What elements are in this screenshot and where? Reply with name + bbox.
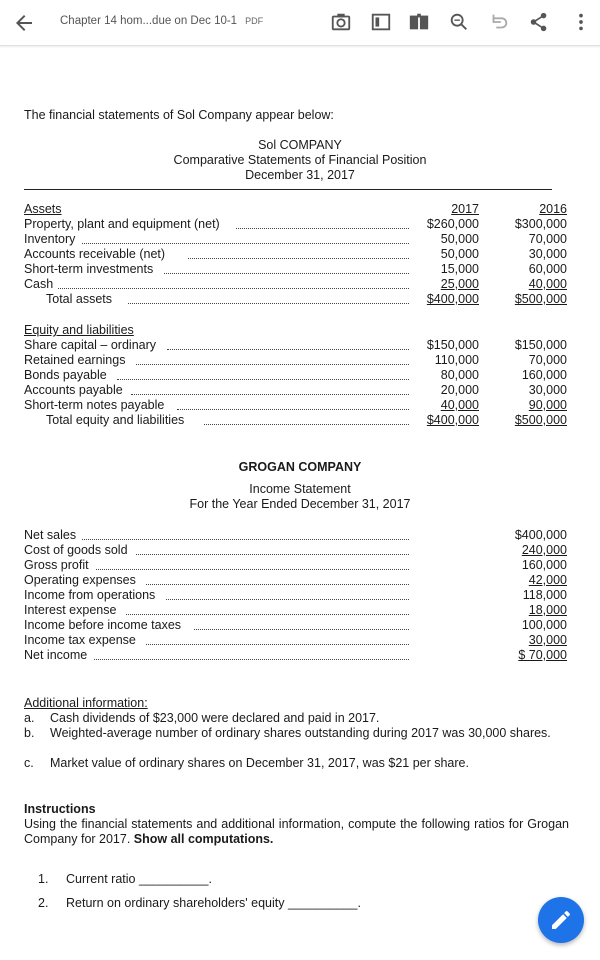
item-key: b. (24, 726, 35, 740)
table-row (24, 573, 569, 588)
value-2017: 80,000 (440, 368, 479, 382)
income-company: GROGAN COMPANY (238, 460, 362, 474)
value-2016: $300,000 (514, 217, 567, 231)
row-label: Cost of goods sold (24, 543, 128, 557)
value-2016: 90,000 (528, 398, 567, 412)
share-icon[interactable] (528, 11, 550, 33)
leader-dots (136, 353, 409, 365)
table-row (24, 398, 569, 413)
value-2016: 160,000 (521, 368, 567, 382)
leader-dots (164, 262, 409, 274)
equity-header: Equity and liabilities (24, 323, 134, 337)
row-label: Retained earnings (24, 353, 126, 367)
value-2016: 70,000 (528, 232, 567, 246)
row-label: Net sales (24, 528, 77, 542)
item-text: Market value of ordinary shares on December 31, 2017, was $21 per share. (50, 756, 469, 770)
question-number: 1. (38, 872, 49, 886)
leader-dots (58, 277, 409, 289)
value-2016: 60,000 (528, 262, 567, 276)
income-value: $ 70,000 (518, 648, 567, 662)
leader-dots (82, 528, 409, 540)
value-2017: 15,000 (440, 262, 479, 276)
table-row (24, 633, 569, 648)
edit-fab-button[interactable] (538, 897, 584, 943)
row-label: Share capital – ordinary (24, 338, 157, 352)
table-row (24, 232, 569, 247)
table-row (24, 247, 569, 262)
leader-dots (166, 588, 409, 600)
leader-dots (146, 573, 409, 585)
row-label: Total equity and liabilities (46, 413, 185, 427)
table-row-total (24, 648, 569, 663)
item-text: Weighted-average number of ordinary shares outstanding during 2017 was 30,000 shares. (50, 726, 551, 740)
instructions-header: Instructions (24, 802, 96, 816)
assets-header-row (24, 202, 569, 217)
row-label: Net income (24, 648, 88, 662)
row-label: Operating expenses (24, 573, 136, 587)
value-2016: 30,000 (528, 383, 567, 397)
table-row (24, 338, 569, 353)
row-label: Inventory (24, 232, 76, 246)
value-2016: $500,000 (514, 413, 567, 427)
leader-dots (146, 633, 409, 645)
table-row (24, 588, 569, 603)
leader-dots (82, 232, 409, 244)
document-title: Chapter 14 hom...due on Dec 10-1 PDF (60, 15, 264, 27)
row-label: Property, plant and equipment (net) (24, 217, 220, 231)
sfp-company: Sol COMPANY (258, 138, 342, 152)
value-2017: 25,000 (440, 277, 479, 291)
value-2017: 20,000 (440, 383, 479, 397)
intro-text: The financial statements of Sol Company appear below: (24, 108, 334, 122)
more-icon[interactable] (570, 11, 592, 33)
table-row (24, 262, 569, 277)
value-2016: $150,000 (514, 338, 567, 352)
leader-dots (167, 338, 409, 350)
row-label: Accounts payable (24, 383, 123, 397)
row-label: Income before income taxes (24, 618, 182, 632)
leader-dots (128, 292, 409, 304)
table-row (24, 543, 569, 558)
present-icon[interactable] (370, 11, 392, 33)
row-label: Income from operations (24, 588, 156, 602)
two-page-icon[interactable] (408, 11, 430, 33)
table-row (24, 277, 569, 292)
table-row-total (24, 292, 569, 307)
value-2017: 50,000 (440, 247, 479, 261)
file-type-label: PDF (245, 16, 264, 26)
leader-dots (131, 383, 409, 395)
row-label: Income tax expense (24, 633, 136, 647)
assets-header: Assets (24, 202, 62, 216)
pencil-icon (549, 908, 573, 932)
income-period: For the Year Ended December 31, 2017 (189, 497, 411, 511)
income-value: 118,000 (522, 588, 567, 602)
item-key: a. (24, 711, 35, 725)
leader-dots (204, 413, 409, 425)
income-title: Income Statement (249, 482, 351, 496)
income-value: 240,000 (521, 543, 567, 557)
question-number: 2. (38, 896, 49, 910)
sfp-date: December 31, 2017 (245, 168, 355, 182)
equity-header-row (24, 323, 569, 338)
table-row-total (24, 413, 569, 428)
row-label: Cash (24, 277, 54, 291)
income-value: 160,000 (521, 558, 567, 572)
answer-blank: __________. (287, 896, 361, 910)
leader-dots (194, 618, 409, 630)
header-rule (24, 189, 552, 190)
leader-dots (126, 603, 409, 615)
value-2017: 110,000 (434, 353, 479, 367)
row-label: Short-term notes payable (24, 398, 165, 412)
item-text: Cash dividends of $23,000 were declared and paid in 2017. (50, 711, 380, 725)
value-2017: 50,000 (440, 232, 479, 246)
sfp-title: Comparative Statements of Financial Position (173, 153, 427, 167)
table-row (24, 383, 569, 398)
row-label: Bonds payable (24, 368, 107, 382)
table-row (24, 353, 569, 368)
leader-dots (94, 648, 409, 660)
row-label: Short-term investments (24, 262, 154, 276)
leader-dots (177, 398, 409, 410)
leader-dots (188, 247, 409, 259)
income-value: 18,000 (528, 603, 567, 617)
row-label: Gross profit (24, 558, 89, 572)
value-2017: $150,000 (426, 338, 479, 352)
pdf-page (0, 46, 600, 960)
income-value: 30,000 (528, 633, 567, 647)
value-2017: $400,000 (426, 413, 479, 427)
additional-header: Additional information: (24, 696, 148, 710)
instructions-emphasis: Show all computations. (133, 832, 274, 846)
value-2017: $400,000 (426, 292, 479, 306)
col-2017: 2017 (451, 202, 479, 216)
search-icon[interactable] (448, 11, 470, 33)
table-row (24, 368, 569, 383)
row-label: Interest expense (24, 603, 117, 617)
undo-icon[interactable] (488, 11, 510, 33)
value-2016: 30,000 (528, 247, 567, 261)
leader-dots (117, 368, 409, 380)
question-text: Return on ordinary shareholders' equity __________. (66, 896, 361, 910)
value-2016: 70,000 (528, 353, 567, 367)
table-row (24, 603, 569, 618)
table-row (24, 528, 569, 543)
income-value: 42,000 (528, 573, 567, 587)
table-row (24, 217, 569, 232)
income-value: $400,000 (514, 528, 567, 542)
table-row (24, 558, 569, 573)
leader-dots (96, 558, 409, 570)
item-key: c. (24, 756, 34, 770)
answer-blank: __________. (138, 872, 212, 886)
value-2017: 40,000 (440, 398, 479, 412)
table-row (24, 618, 569, 633)
question-text: Current ratio __________. (66, 872, 212, 886)
col-2016: 2016 (539, 202, 567, 216)
leader-dots (236, 217, 409, 229)
instructions-text: Using the financial statements and additional information, compute the following ratios for Grogan Company for 2017. Show all computations. (24, 817, 569, 846)
value-2017: $260,000 (426, 217, 479, 231)
income-value: 100,000 (521, 618, 567, 632)
value-2016: $500,000 (514, 292, 567, 306)
value-2016: 40,000 (528, 277, 567, 291)
leader-dots (136, 543, 409, 555)
camera-icon[interactable] (330, 11, 352, 33)
row-label: Accounts receivable (net) (24, 247, 166, 261)
row-label: Total assets (46, 292, 113, 306)
back-arrow-icon[interactable] (12, 11, 36, 35)
app-toolbar (0, 0, 600, 46)
